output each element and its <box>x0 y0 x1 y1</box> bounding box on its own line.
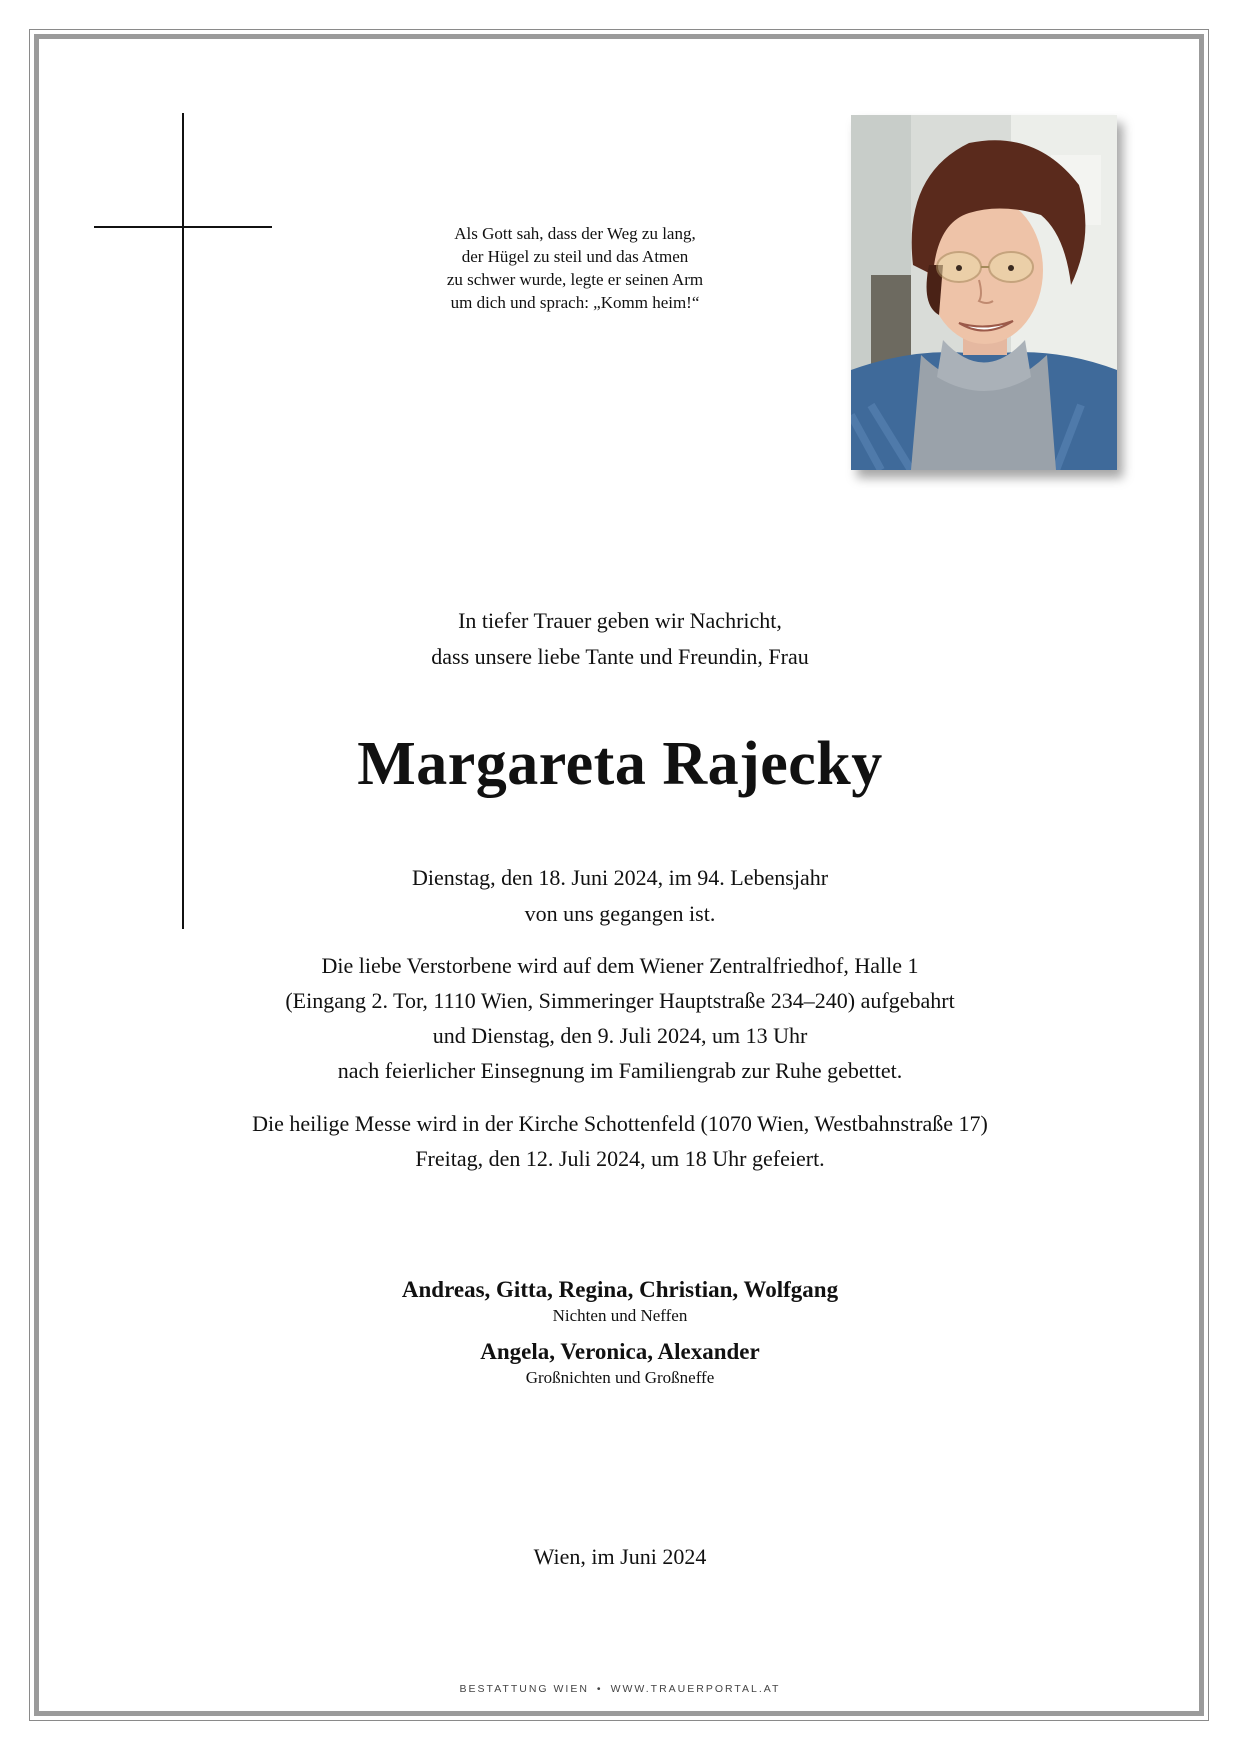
poem-line: um dich und sprach: „Komm heim!“ <box>450 293 700 312</box>
intro-line: dass unsere liebe Tante und Freundin, Frau <box>431 644 809 669</box>
footer-company: BESTATTUNG WIEN <box>459 1683 589 1695</box>
place-date: Wien, im Juni 2024 <box>533 1544 707 1569</box>
mass-line: Freitag, den 12. Juli 2024, um 18 Uhr gefeiert. <box>415 1146 825 1171</box>
funeral-line: nach feierlicher Einsegnung im Familiengrab zur Ruhe gebettet. <box>337 1058 903 1083</box>
footer-website-link[interactable]: WWW.TRAUERPORTAL.AT <box>610 1683 781 1695</box>
memorial-poem <box>400 222 750 314</box>
portrait-photo <box>851 115 1117 470</box>
mourners-list <box>40 1275 1200 1399</box>
mourner-names: Angela, Veronica, Alexander <box>480 1339 760 1364</box>
mourner-relation: Nichten und Neffen <box>552 1306 688 1325</box>
funeral-line: Die liebe Verstorbene wird auf dem Wiener Zentralfriedhof, Halle 1 <box>321 953 919 978</box>
mourner-names: Andreas, Gitta, Regina, Christian, Wolfgang <box>401 1277 839 1302</box>
mass-details <box>40 1106 1200 1176</box>
poem-line: zu schwer wurde, legte er seinen Arm <box>446 270 704 289</box>
intro-line: In tiefer Trauer geben wir Nachricht, <box>458 608 782 633</box>
funeral-line: (Eingang 2. Tor, 1110 Wien, Simmeringer Hauptstraße 234–240) aufgebahrt <box>285 988 955 1013</box>
deceased-name: Margareta Rajecky <box>357 730 883 798</box>
mourner-relation: Großnichten und Großneffe <box>525 1368 715 1387</box>
funeral-line: und Dienstag, den 9. Juli 2024, um 13 Uhr <box>432 1023 808 1048</box>
death-line: von uns gegangen ist. <box>524 901 716 926</box>
portrait-icon <box>851 115 1117 470</box>
poem-line: der Hügel zu steil und das Atmen <box>461 247 689 266</box>
funeral-details <box>40 948 1200 1088</box>
mass-line: Die heilige Messe wird in der Kirche Schottenfeld (1070 Wien, Westbahnstraße 17) <box>252 1111 988 1136</box>
poem-line: Als Gott sah, dass der Weg zu lang, <box>454 224 696 243</box>
intro-text <box>40 603 1200 675</box>
footer-credit <box>40 1683 1200 1695</box>
footer-separator: • <box>596 1683 603 1695</box>
death-notice <box>40 860 1200 932</box>
death-line: Dienstag, den 18. Juni 2024, im 94. Lebensjahr <box>411 865 829 890</box>
